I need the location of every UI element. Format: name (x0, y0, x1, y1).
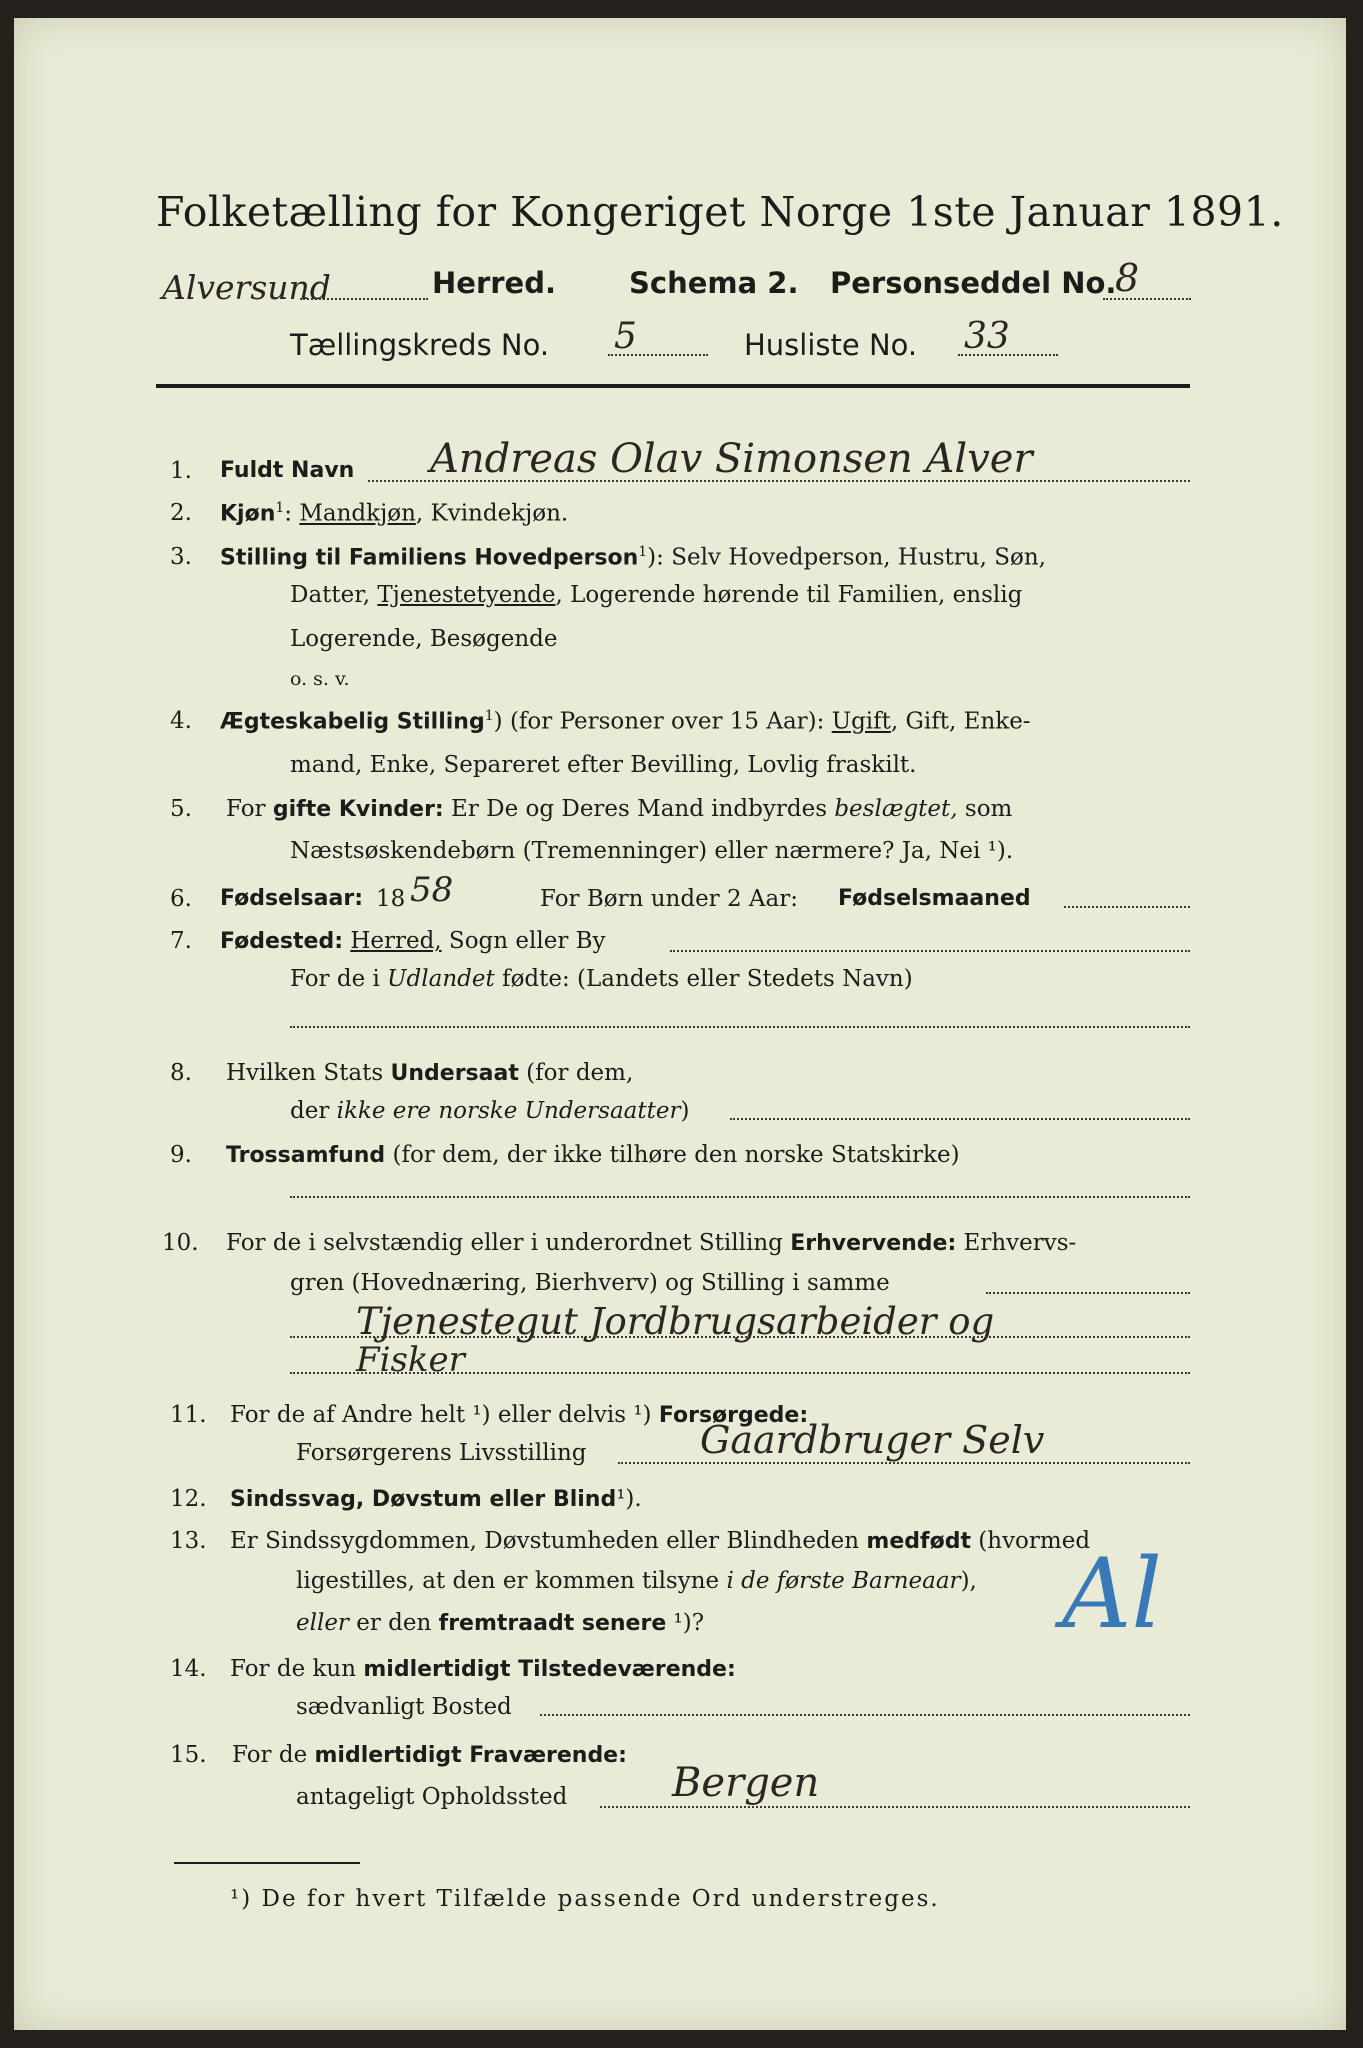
q7-number: 7. (170, 928, 192, 954)
q6-label: Fødselsaar: (220, 886, 363, 911)
q15-label: midlertidigt Fraværende: (314, 1743, 627, 1768)
q8-text2i: ikke ere norske Undersaatter (336, 1098, 681, 1124)
personseddel-dots (1103, 298, 1191, 300)
q4-text1a: ) (for Personer over 15 Aar): (493, 708, 832, 735)
q8-line1 (226, 1060, 633, 1086)
header-rule (156, 384, 1190, 388)
q7-dots2 (290, 1026, 1190, 1028)
q13-text2i: i de første Barneaar (726, 1568, 961, 1594)
census-form-sheet (14, 18, 1346, 2030)
q11-label: Forsørgede: (658, 1403, 809, 1428)
q10-line2: gren (Hovednæring, Bierhverv) og Stilling i samme (290, 1270, 890, 1296)
husliste-value: 33 (964, 316, 1010, 357)
q12-line (230, 1486, 642, 1512)
q2-option-mandkjon: Mandkjøn (299, 500, 416, 527)
q1-label: Fuldt Navn (220, 458, 355, 483)
q14-line1 (230, 1656, 736, 1682)
q4-option-ugift: Ugift (831, 708, 891, 735)
q7-line1 (220, 928, 606, 954)
q8-text2b: ) (680, 1098, 690, 1124)
q3-option-tjenestetyende: Tjenestetyende (377, 582, 556, 608)
q4-label: Ægteskabelig Stilling (220, 709, 485, 735)
q3-line2 (290, 582, 1022, 608)
q7-line2 (290, 966, 913, 992)
q13-number: 13. (170, 1528, 207, 1554)
q3-line3: Logerende, Besøgende (290, 626, 558, 652)
q15-dots (600, 1806, 1190, 1808)
q5-text1b: Er De og Deres Mand indbyrdes (443, 796, 835, 822)
q15-line1 (232, 1742, 627, 1768)
q2-option-kvindekjon: , Kvindekjøn. (415, 500, 569, 527)
q11-dots (618, 1462, 1190, 1464)
q5-line2: Næstsøskendebørn (Tremenninger) eller nærmere? Ja, Nei ¹). (290, 838, 1014, 864)
q9-label: Trossamfund (226, 1143, 386, 1168)
footnote-rule (174, 1862, 360, 1864)
q6-label2: For Børn under 2 Aar: (540, 886, 798, 912)
q11-line2: Forsørgerens Livsstilling (296, 1440, 587, 1466)
q4-number: 4. (170, 708, 192, 734)
q13-line3 (296, 1610, 704, 1636)
q8-text1a: Hvilken Stats (226, 1060, 391, 1086)
q13-line1 (230, 1528, 1090, 1554)
q3-text2a: Datter, (290, 582, 378, 608)
q15-text1a: For de (232, 1742, 315, 1768)
q8-text1b: (for dem, (518, 1060, 634, 1086)
q9-number: 9. (170, 1142, 192, 1168)
schema-label: Schema 2. (629, 266, 799, 300)
q13-text2b: ), (960, 1568, 977, 1594)
q8-number: 8. (170, 1060, 192, 1086)
q13-text3i: eller (296, 1610, 349, 1636)
q4-text1b: , Gift, Enke- (890, 708, 1031, 735)
footnote: ¹) De for hvert Tilfælde passende Ord understreges. (230, 1886, 940, 1912)
q14-dots (540, 1714, 1190, 1716)
q10-dots1 (986, 1292, 1190, 1294)
q2-label: Kjøn (220, 501, 276, 527)
q2-line (220, 500, 568, 527)
q6-birthyear-value: 58 (410, 870, 454, 910)
personseddel-label: Personseddel No. (830, 266, 1117, 300)
q7-label: Fødested: (220, 929, 343, 954)
q15-number: 15. (170, 1742, 207, 1768)
q5-text1a: For (226, 796, 273, 822)
q3-line4: o. s. v. (290, 668, 350, 690)
kreds-label: Tællingskreds No. (290, 328, 550, 362)
husliste-label: Husliste No. (744, 328, 918, 362)
q6-dots (1064, 906, 1190, 908)
q10-value1: Tjenestegut Jordbrugsarbeider og (356, 1300, 995, 1343)
q2-colon: : (284, 500, 293, 527)
q9-line1 (226, 1142, 960, 1168)
q6-prefix: 18 (376, 886, 406, 912)
q2-sup: 1 (275, 500, 285, 516)
q3-text1: ): Selv Hovedperson, Hustru, Søn, (647, 544, 1046, 571)
husliste-dots (958, 354, 1058, 356)
q13-text3c: ¹)? (666, 1610, 705, 1636)
q13-text1a: Er Sindssygdommen, Døvstumheden eller Blindheden (230, 1528, 867, 1554)
q13-blue-mark: Al (1062, 1538, 1163, 1650)
form-title: Folketælling for Kongeriget Norge 1ste Januar 1891. (156, 188, 1284, 236)
q3-label: Stilling til Familiens Hovedperson (220, 545, 639, 571)
q4-sup: 1 (484, 708, 494, 724)
q13-text2a: ligestilles, at den er kommen tilsyne (296, 1568, 727, 1594)
q6-label3: Fødselsmaaned (838, 886, 1031, 911)
q5-line1 (226, 796, 1012, 822)
q9-text1: (for dem, der ikke tilhøre den norske Statskirke) (385, 1142, 960, 1168)
q11-value: Gaardbruger Selv (700, 1418, 1045, 1462)
herred-value: Alversund (162, 268, 331, 307)
q15-line2: antageligt Opholdssted (296, 1784, 568, 1810)
q12-number: 12. (170, 1486, 207, 1512)
herred-label: Herred. (432, 266, 556, 300)
q14-label: midlertidigt Tilstedeværende: (363, 1657, 736, 1682)
q10-text1a: For de i selvstændig eller i underordnet Stilling (226, 1230, 791, 1256)
q7-text2a: For de i (290, 966, 388, 992)
personseddel-value: 8 (1115, 256, 1140, 300)
q10-line1 (226, 1230, 1076, 1256)
q3-text2b: , Logerende hørende til Familien, enslig (555, 582, 1023, 608)
herred-dots (300, 298, 428, 300)
q13-text1b: (hvormed (970, 1528, 1091, 1554)
q10-dots2 (290, 1336, 1190, 1338)
q7-dots1 (670, 950, 1190, 952)
q5-text1i: beslægtet, (834, 796, 958, 822)
q5-text1c: som (957, 796, 1013, 822)
q3-line1 (220, 544, 1046, 571)
kreds-dots (608, 354, 708, 356)
q7-text1: Sogn eller By (441, 928, 606, 954)
q10-value2: Fisker (356, 1340, 465, 1380)
q9-dots (290, 1196, 1190, 1198)
q8-line2 (290, 1098, 689, 1124)
q12-suffix: ¹). (616, 1486, 642, 1512)
q4-line2: mand, Enke, Separeret efter Bevilling, Lovlig fraskilt. (290, 752, 917, 778)
q10-dots3 (290, 1372, 1190, 1374)
q8-dots (730, 1118, 1190, 1120)
q14-line2: sædvanligt Bosted (296, 1694, 512, 1720)
q1-value: Andreas Olav Simonsen Alver (430, 436, 1033, 482)
q7-text2i: Udlandet (387, 966, 495, 992)
q6-number: 6. (170, 886, 192, 912)
q11-number: 11. (170, 1402, 207, 1428)
q8-text2a: der (290, 1098, 337, 1124)
q3-number: 3. (170, 544, 192, 570)
q7-option-herred: Herred, (350, 928, 442, 954)
q13-text3b: fremtraadt senere (438, 1611, 667, 1636)
q12-label: Sindssvag, Døvstum eller Blind (230, 1487, 617, 1512)
q14-number: 14. (170, 1656, 207, 1682)
q1-number: 1. (170, 458, 192, 484)
q2-number: 2. (170, 500, 192, 526)
q4-line1 (220, 708, 1031, 735)
q10-label: Erhvervende: (790, 1231, 957, 1256)
kreds-value: 5 (614, 316, 637, 357)
q15-value: Bergen (672, 1760, 820, 1806)
q3-sup: 1 (638, 544, 648, 560)
q10-text1b: Erhvervs- (956, 1230, 1077, 1256)
q13-label: medfødt (866, 1529, 971, 1554)
q13-line2 (296, 1568, 977, 1594)
q13-text3a: er den (348, 1610, 439, 1636)
q5-label: gifte Kvinder: (272, 797, 444, 822)
q7-text2b: fødte: (Landets eller Stedets Navn) (494, 966, 913, 992)
q11-text1a: For de af Andre helt ¹) eller delvis ¹) (230, 1402, 659, 1428)
q5-number: 5. (170, 796, 192, 822)
q10-number: 10. (162, 1230, 199, 1256)
q8-label: Undersaat (390, 1061, 519, 1086)
q14-text1a: For de kun (230, 1656, 364, 1682)
